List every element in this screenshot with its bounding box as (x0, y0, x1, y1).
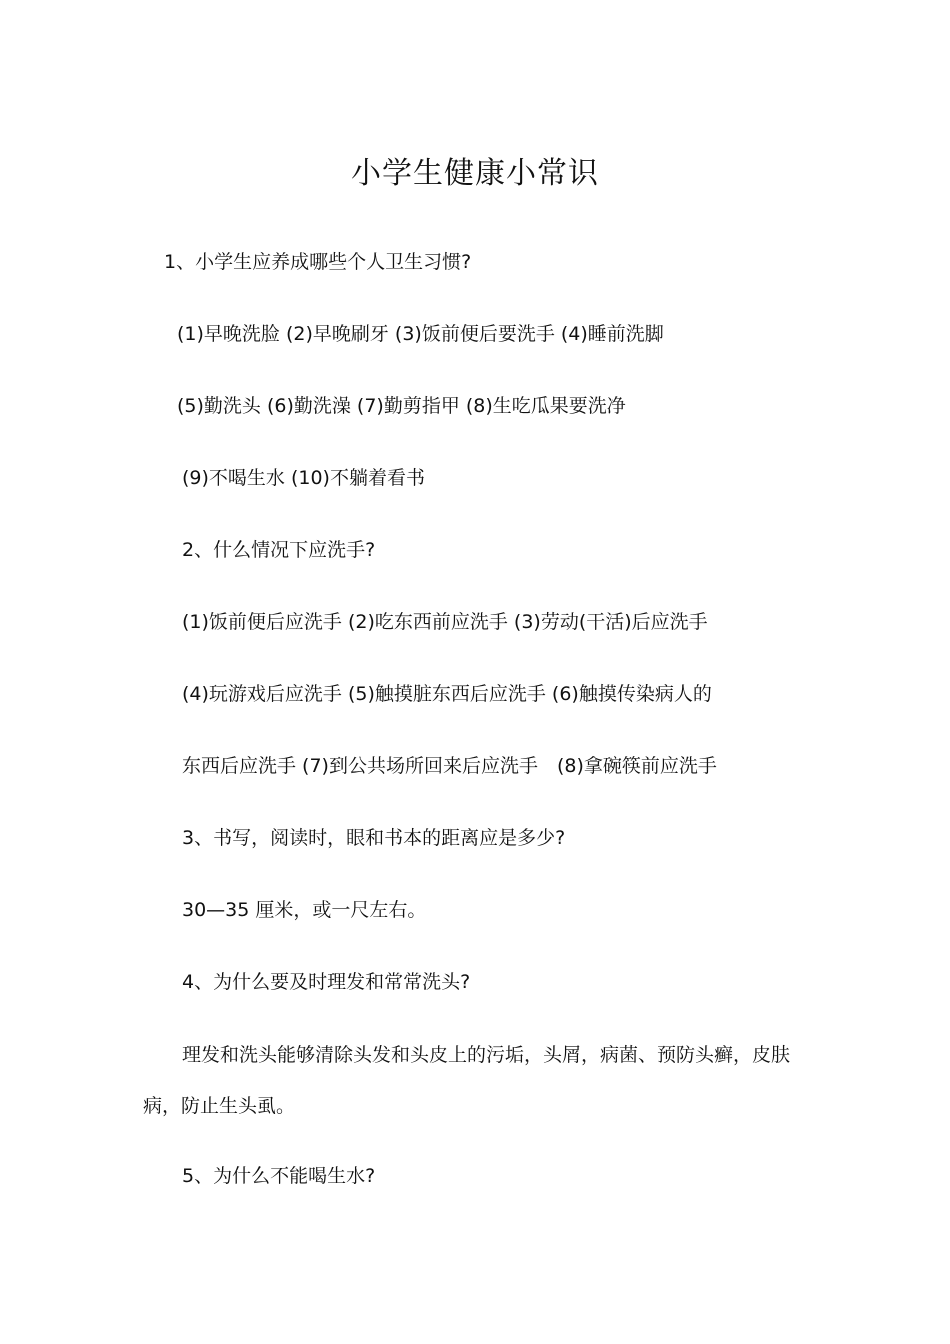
answer-4-line-1: 理发和洗头能够清除头发和头皮上的污垢，头屑，病菌、预防头癣，皮肤 (182, 1044, 791, 1066)
answer-1-line-3: (9)不喝生水 (10)不躺着看书 (182, 467, 425, 489)
answer-3: 30—35 厘米，或一尺左右。 (182, 899, 427, 921)
answer-2-line-2: (4)玩游戏后应洗手 (5)触摸脏东西后应洗手 (6)触摸传染病人的 (182, 683, 712, 705)
question-3: 3、书写，阅读时，眼和书本的距离应是多少? (182, 827, 566, 849)
question-1: 1、小学生应养成哪些个人卫生习惯? (164, 251, 472, 273)
question-4: 4、为什么要及时理发和常常洗头? (182, 971, 471, 993)
answer-4-line-2: 病，防止生头虱。 (143, 1095, 296, 1117)
answer-2-line-3: 东西后应洗手 (7)到公共场所回来后应洗手 (8)拿碗筷前应洗手 (182, 755, 717, 777)
answer-1-line-2: (5)勤洗头 (6)勤洗澡 (7)勤剪指甲 (8)生吃瓜果要洗净 (177, 395, 626, 417)
answer-1-line-1: (1)早晚洗脸 (2)早晚刷牙 (3)饭前便后要洗手 (4)睡前洗脚 (177, 323, 664, 345)
question-5: 5、为什么不能喝生水? (182, 1165, 376, 1187)
question-2: 2、什么情况下应洗手? (182, 539, 376, 561)
document-title: 小学生健康小常识 (351, 156, 599, 191)
answer-2-line-1: (1)饭前便后应洗手 (2)吃东西前应洗手 (3)劳动(干活)后应洗手 (182, 611, 708, 633)
